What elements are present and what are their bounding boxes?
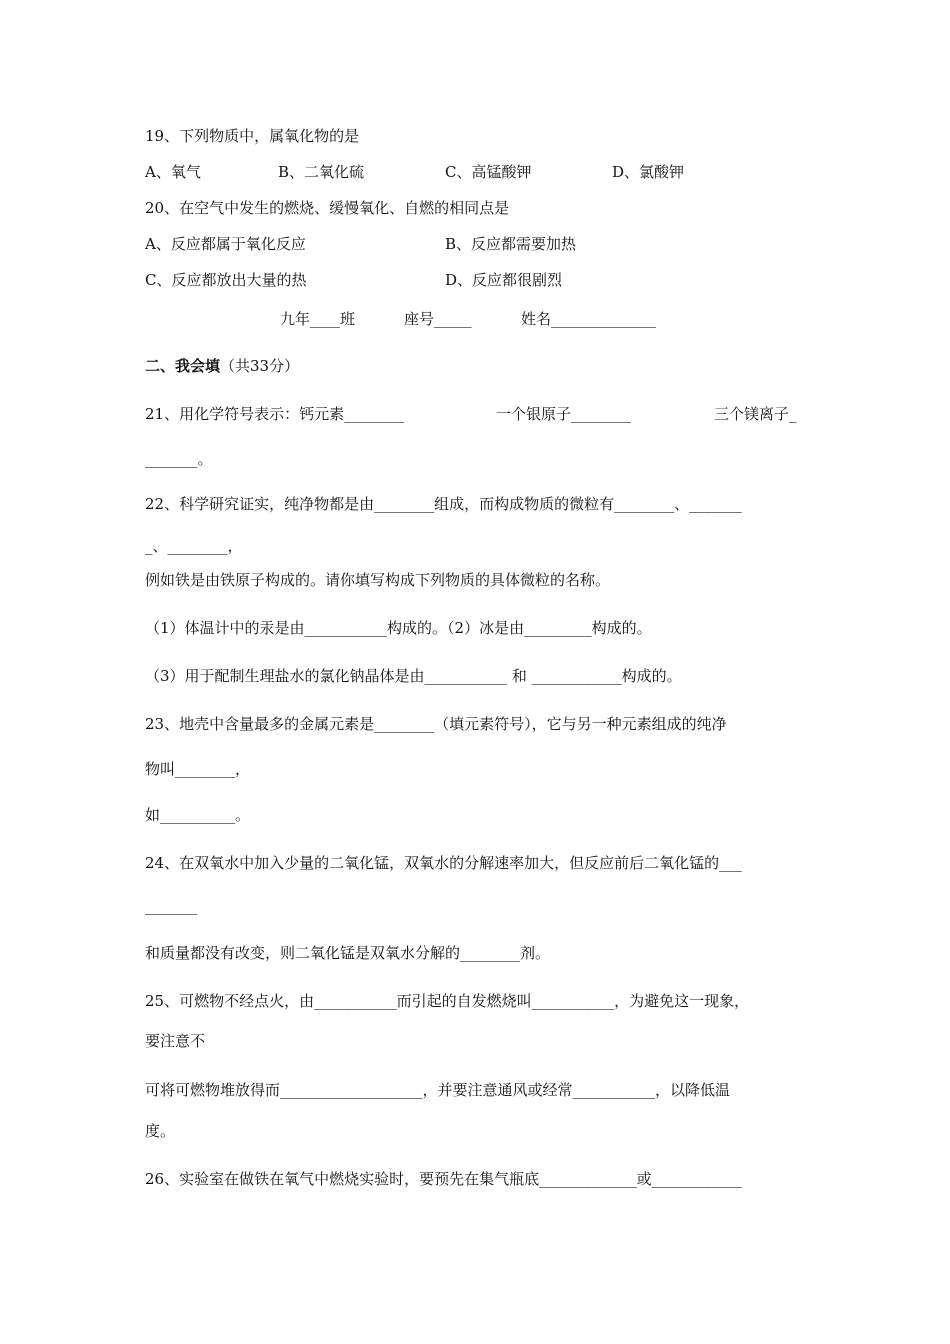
- q23-line2: 物叫________，: [145, 760, 251, 778]
- q20-option-d: D、反应都很剧烈: [445, 271, 563, 289]
- q20-option-c: C、反应都放出大量的热: [145, 271, 307, 289]
- q25-line3: 可将可燃物堆放得而___________________，并要注意通风或经常___________，以降低温: [145, 1081, 731, 1099]
- q23-line1: 23、地壳中含量最多的金属元素是________（填元素符号），它与另一种元素组成的纯净: [145, 715, 727, 733]
- q22-line3: 例如铁是由铁原子构成的。请你填写构成下列物质的具体微粒的名称。: [145, 571, 611, 589]
- q19-stem: 19、下列物质中，属氧化物的是: [145, 127, 360, 145]
- q25-line2: 要注意不: [145, 1032, 206, 1050]
- q20-stem: 20、在空气中发生的燃烧、缓慢氧化、自燃的相同点是: [145, 199, 510, 217]
- q25-line1: 25、可燃物不经点火，由___________而引起的自发燃烧叫___________，为避免这一现象，: [145, 992, 750, 1010]
- section-title: 二、我会填: [145, 357, 221, 375]
- q23-line3: 如__________。: [145, 806, 251, 824]
- q20-option-a: A、反应都属于氧化反应: [145, 235, 306, 253]
- q21-continuation: _______。: [145, 450, 213, 468]
- q21-part3: 三个镁离子_: [714, 405, 797, 423]
- q19-option-d: D、氯酸钾: [612, 163, 685, 181]
- q24-line2: _______: [145, 897, 198, 915]
- q20-option-b: B、反应都需要加热: [445, 235, 577, 253]
- class-field: 九年____班: [280, 310, 356, 328]
- q22-line2: _、________，: [145, 537, 243, 555]
- seat-field: 座号_____: [404, 310, 472, 328]
- q26-line1: 26、实验室在做铁在氧气中燃烧实验时，要预先在集气瓶底_____________或____________: [145, 1170, 742, 1188]
- q24-line1: 24、在双氧水中加入少量的二氧化锰，双氧水的分解速率加大，但反应前后二氧化锰的___: [145, 854, 742, 872]
- section-heading: [145, 356, 299, 376]
- q25-line4: 度。: [145, 1122, 176, 1140]
- q24-line3: 和质量都没有改变，则二氧化锰是双氧水分解的________剂。: [145, 944, 551, 962]
- section-points: （共33分）: [220, 357, 300, 375]
- q21-part1: 21、用化学符号表示：钙元素________: [145, 405, 405, 423]
- q22-sub1: （1）体温计中的汞是由___________构成的。（2）冰是由_________构成的。: [145, 619, 652, 637]
- name-field: 姓名______________: [521, 310, 657, 328]
- q19-option-a: A、氧气: [145, 163, 201, 181]
- q22-sub3: （3）用于配制生理盐水的氯化钠晶体是由___________ 和 ____________构成的。: [145, 667, 682, 685]
- q19-option-c: C、高锰酸钾: [445, 163, 532, 181]
- q19-option-b: B、二氧化硫: [278, 163, 365, 181]
- q21-part2: 一个银原子________: [496, 405, 632, 423]
- q22-line1: 22、科学研究证实，纯净物都是由________组成，而构成物质的微粒有________、_______: [145, 495, 742, 513]
